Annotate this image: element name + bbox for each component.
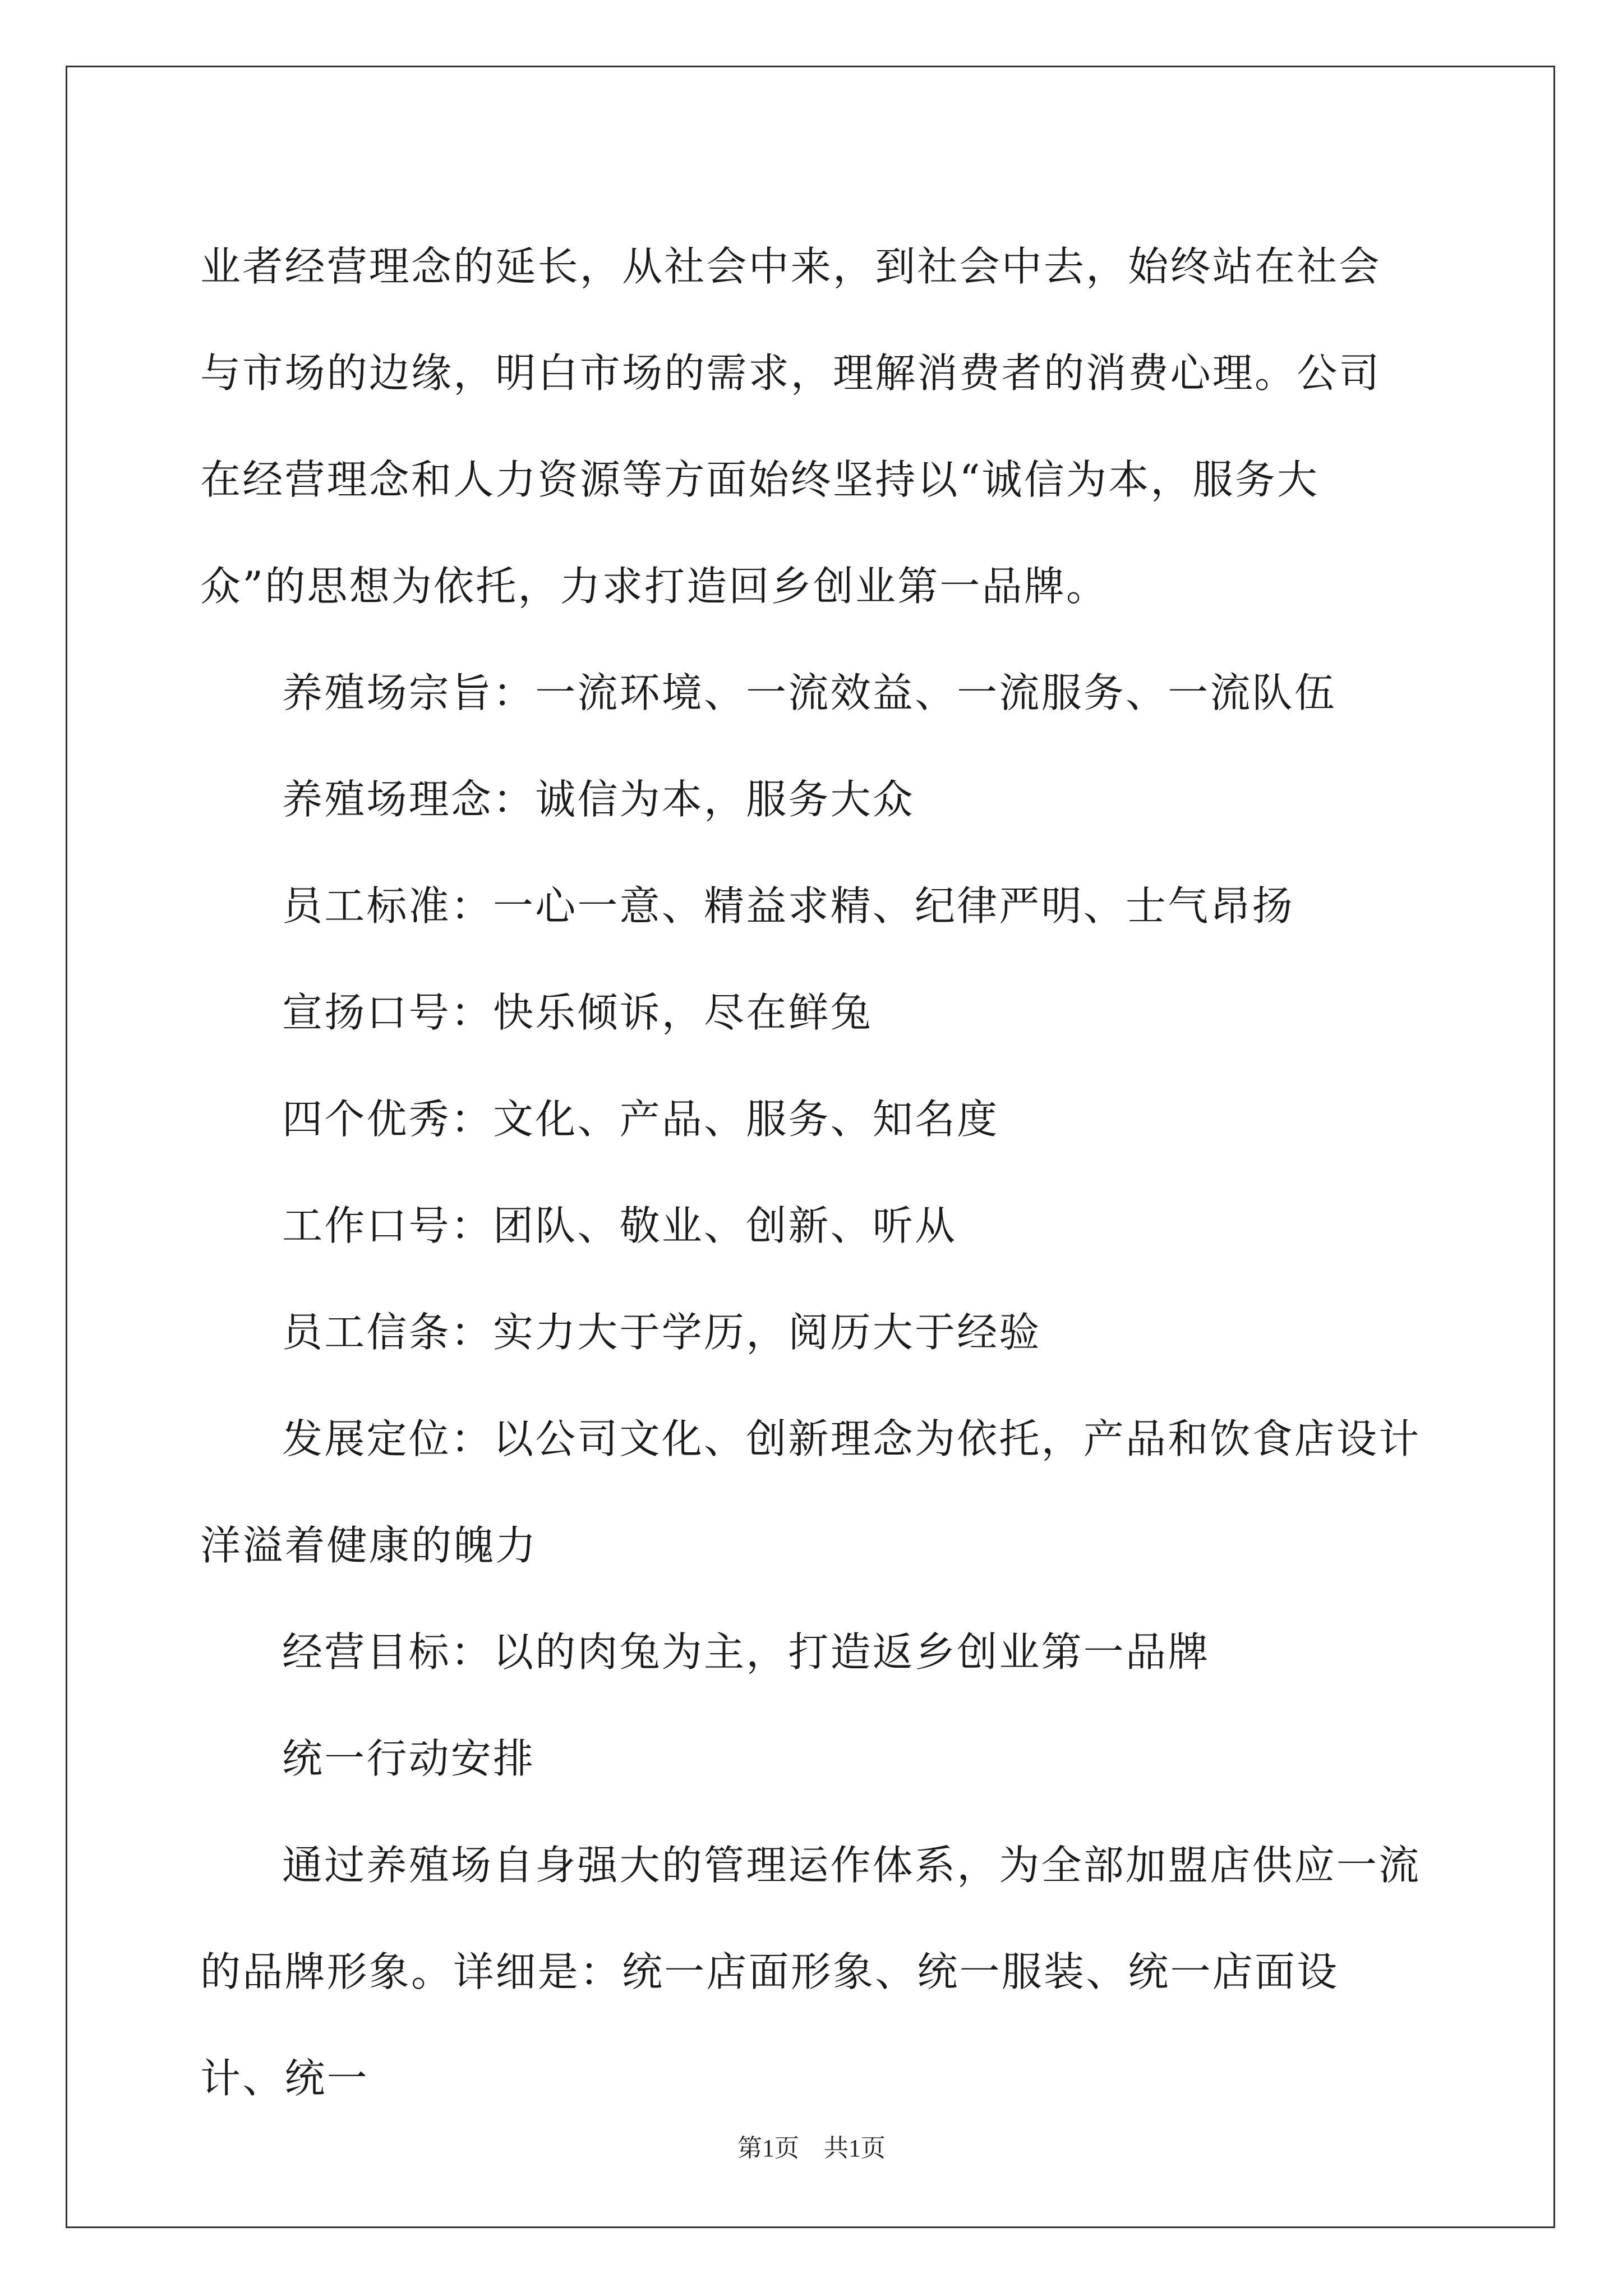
paragraph-10: 经营目标：以的肉兔为主，打造返乡创业第一品牌 — [282, 1628, 1210, 1676]
paragraph-7: 工作口号：团队、敬业、创新、听从 — [282, 1202, 957, 1249]
paragraph-3: 养殖场理念：诚信为本，服务大众 — [282, 776, 915, 823]
paragraph-5: 宣扬口号：快乐倾诉，尽在鲜兔 — [282, 989, 873, 1036]
paragraph-12: 通过养殖场自身强大的管理运作体系，为全部加盟店供应一流的品牌形象。详细是：统一店面形象、统一服装、统一店面设计、统一 — [200, 1842, 1421, 2102]
paragraph-1: 业者经营理念的延长，从社会中来，到社会中去，始终站在社会与市场的边缘，明白市场的需求，理解消费者的消费心理。公司在经营理念和人力资源等方面始终坚持以“诚信为本，服务大众”的思想为依托，力求打造回乡创业第一品牌。 — [200, 243, 1381, 610]
paragraph-6: 四个优秀：文化、产品、服务、知名度 — [282, 1096, 999, 1143]
paragraph-9: 发展定位：以公司文化、创新理念为依托，产品和饮食店设计洋溢着健康的魄力 — [200, 1415, 1421, 1569]
paragraph-4: 员工标准：一心一意、精益求精、纪律严明、士气昂扬 — [282, 882, 1294, 930]
page-footer: 第1页 共1页 — [737, 2134, 886, 2162]
paragraph-2: 养殖场宗旨：一流环境、一流效益、一流服务、一流队伍 — [282, 669, 1337, 716]
paragraph-8: 员工信条：实力大于学历，阅历大于经验 — [282, 1309, 1041, 1356]
document-body — [200, 213, 1423, 2132]
paragraph-11: 统一行动安排 — [282, 1735, 536, 1782]
